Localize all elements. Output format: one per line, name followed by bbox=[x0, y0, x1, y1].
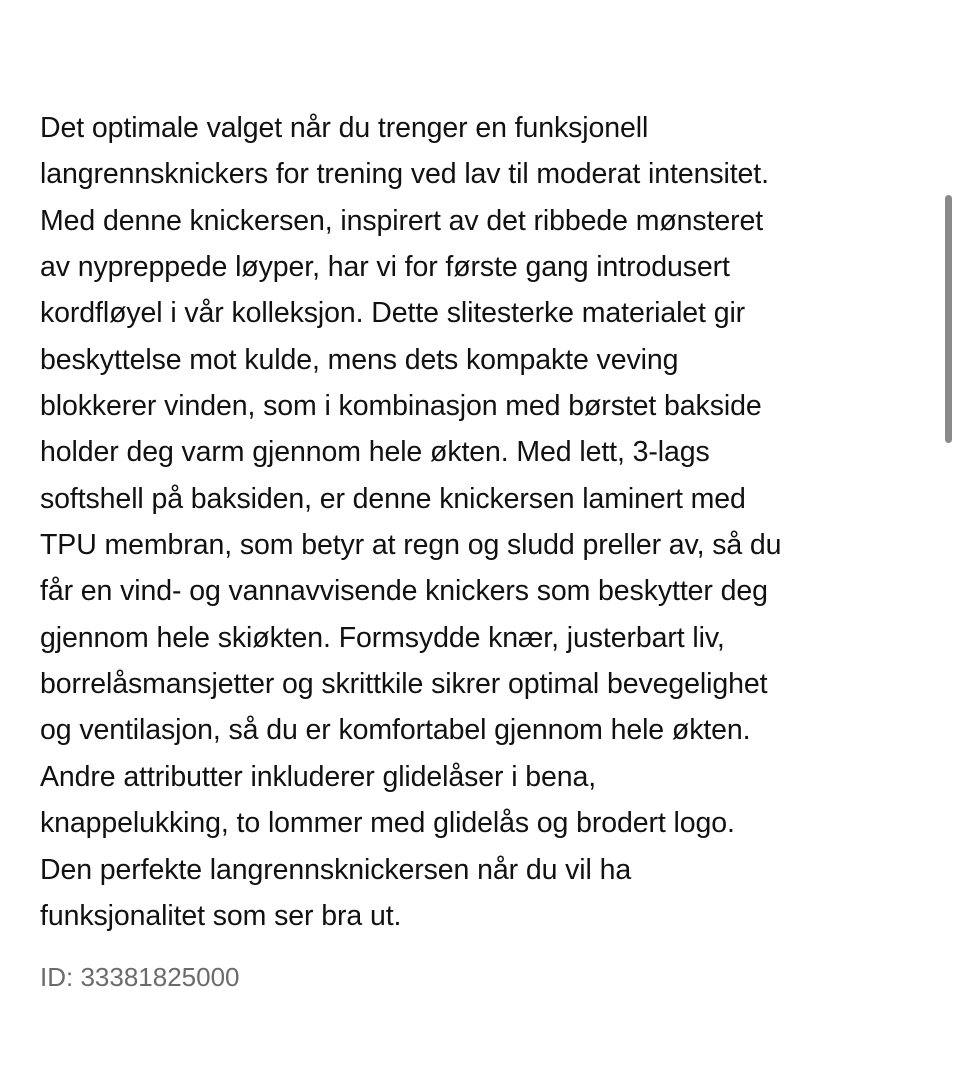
description-line: og ventilasjon, så du er komfortabel gjennom hele økten. bbox=[40, 714, 751, 747]
description-line: gjennom hele skiøkten. Formsydde knær, justerbart liv, bbox=[40, 621, 725, 654]
description-line: softshell på baksiden, er denne knickersen laminert med bbox=[40, 482, 746, 515]
description-line: borrelåsmansjetter og skrittkile sikrer optimal bevegelighet bbox=[40, 668, 768, 701]
description-line: langrennsknickers for trening ved lav til moderat intensitet. bbox=[40, 158, 769, 191]
product-id: ID: 33381825000 bbox=[40, 962, 240, 992]
product-description bbox=[40, 105, 930, 939]
description-line: blokkerer vinden, som i kombinasjon med børstet bakside bbox=[40, 390, 762, 423]
description-line: beskyttelse mot kulde, mens dets kompakte veving bbox=[40, 343, 679, 376]
description-line: kordfløyel i vår kolleksjon. Dette slitesterke materialet gir bbox=[40, 297, 746, 330]
description-line: av nypreppede løyper, har vi for første gang introdusert bbox=[40, 251, 730, 284]
description-line: holder deg varm gjennom hele økten. Med lett, 3-lags bbox=[40, 436, 710, 469]
description-line: funksjonalitet som ser bra ut. bbox=[40, 899, 402, 932]
description-line: får en vind- og vannavvisende knickers som beskytter deg bbox=[40, 575, 768, 608]
description-line: Det optimale valget når du trenger en funksjonell bbox=[40, 112, 649, 144]
description-line: Andre attributter inkluderer glidelåser i bena, bbox=[40, 760, 597, 793]
description-line: Med denne knickersen, inspirert av det ribbede mønsteret bbox=[40, 204, 764, 237]
scrollbar[interactable] bbox=[945, 195, 952, 443]
description-line: knappelukking, to lommer med glidelås og brodert logo. bbox=[40, 807, 735, 840]
description-line: Den perfekte langrennsknickersen når du vil ha bbox=[40, 853, 632, 886]
description-line: TPU membran, som betyr at regn og sludd preller av, så du bbox=[40, 529, 782, 562]
